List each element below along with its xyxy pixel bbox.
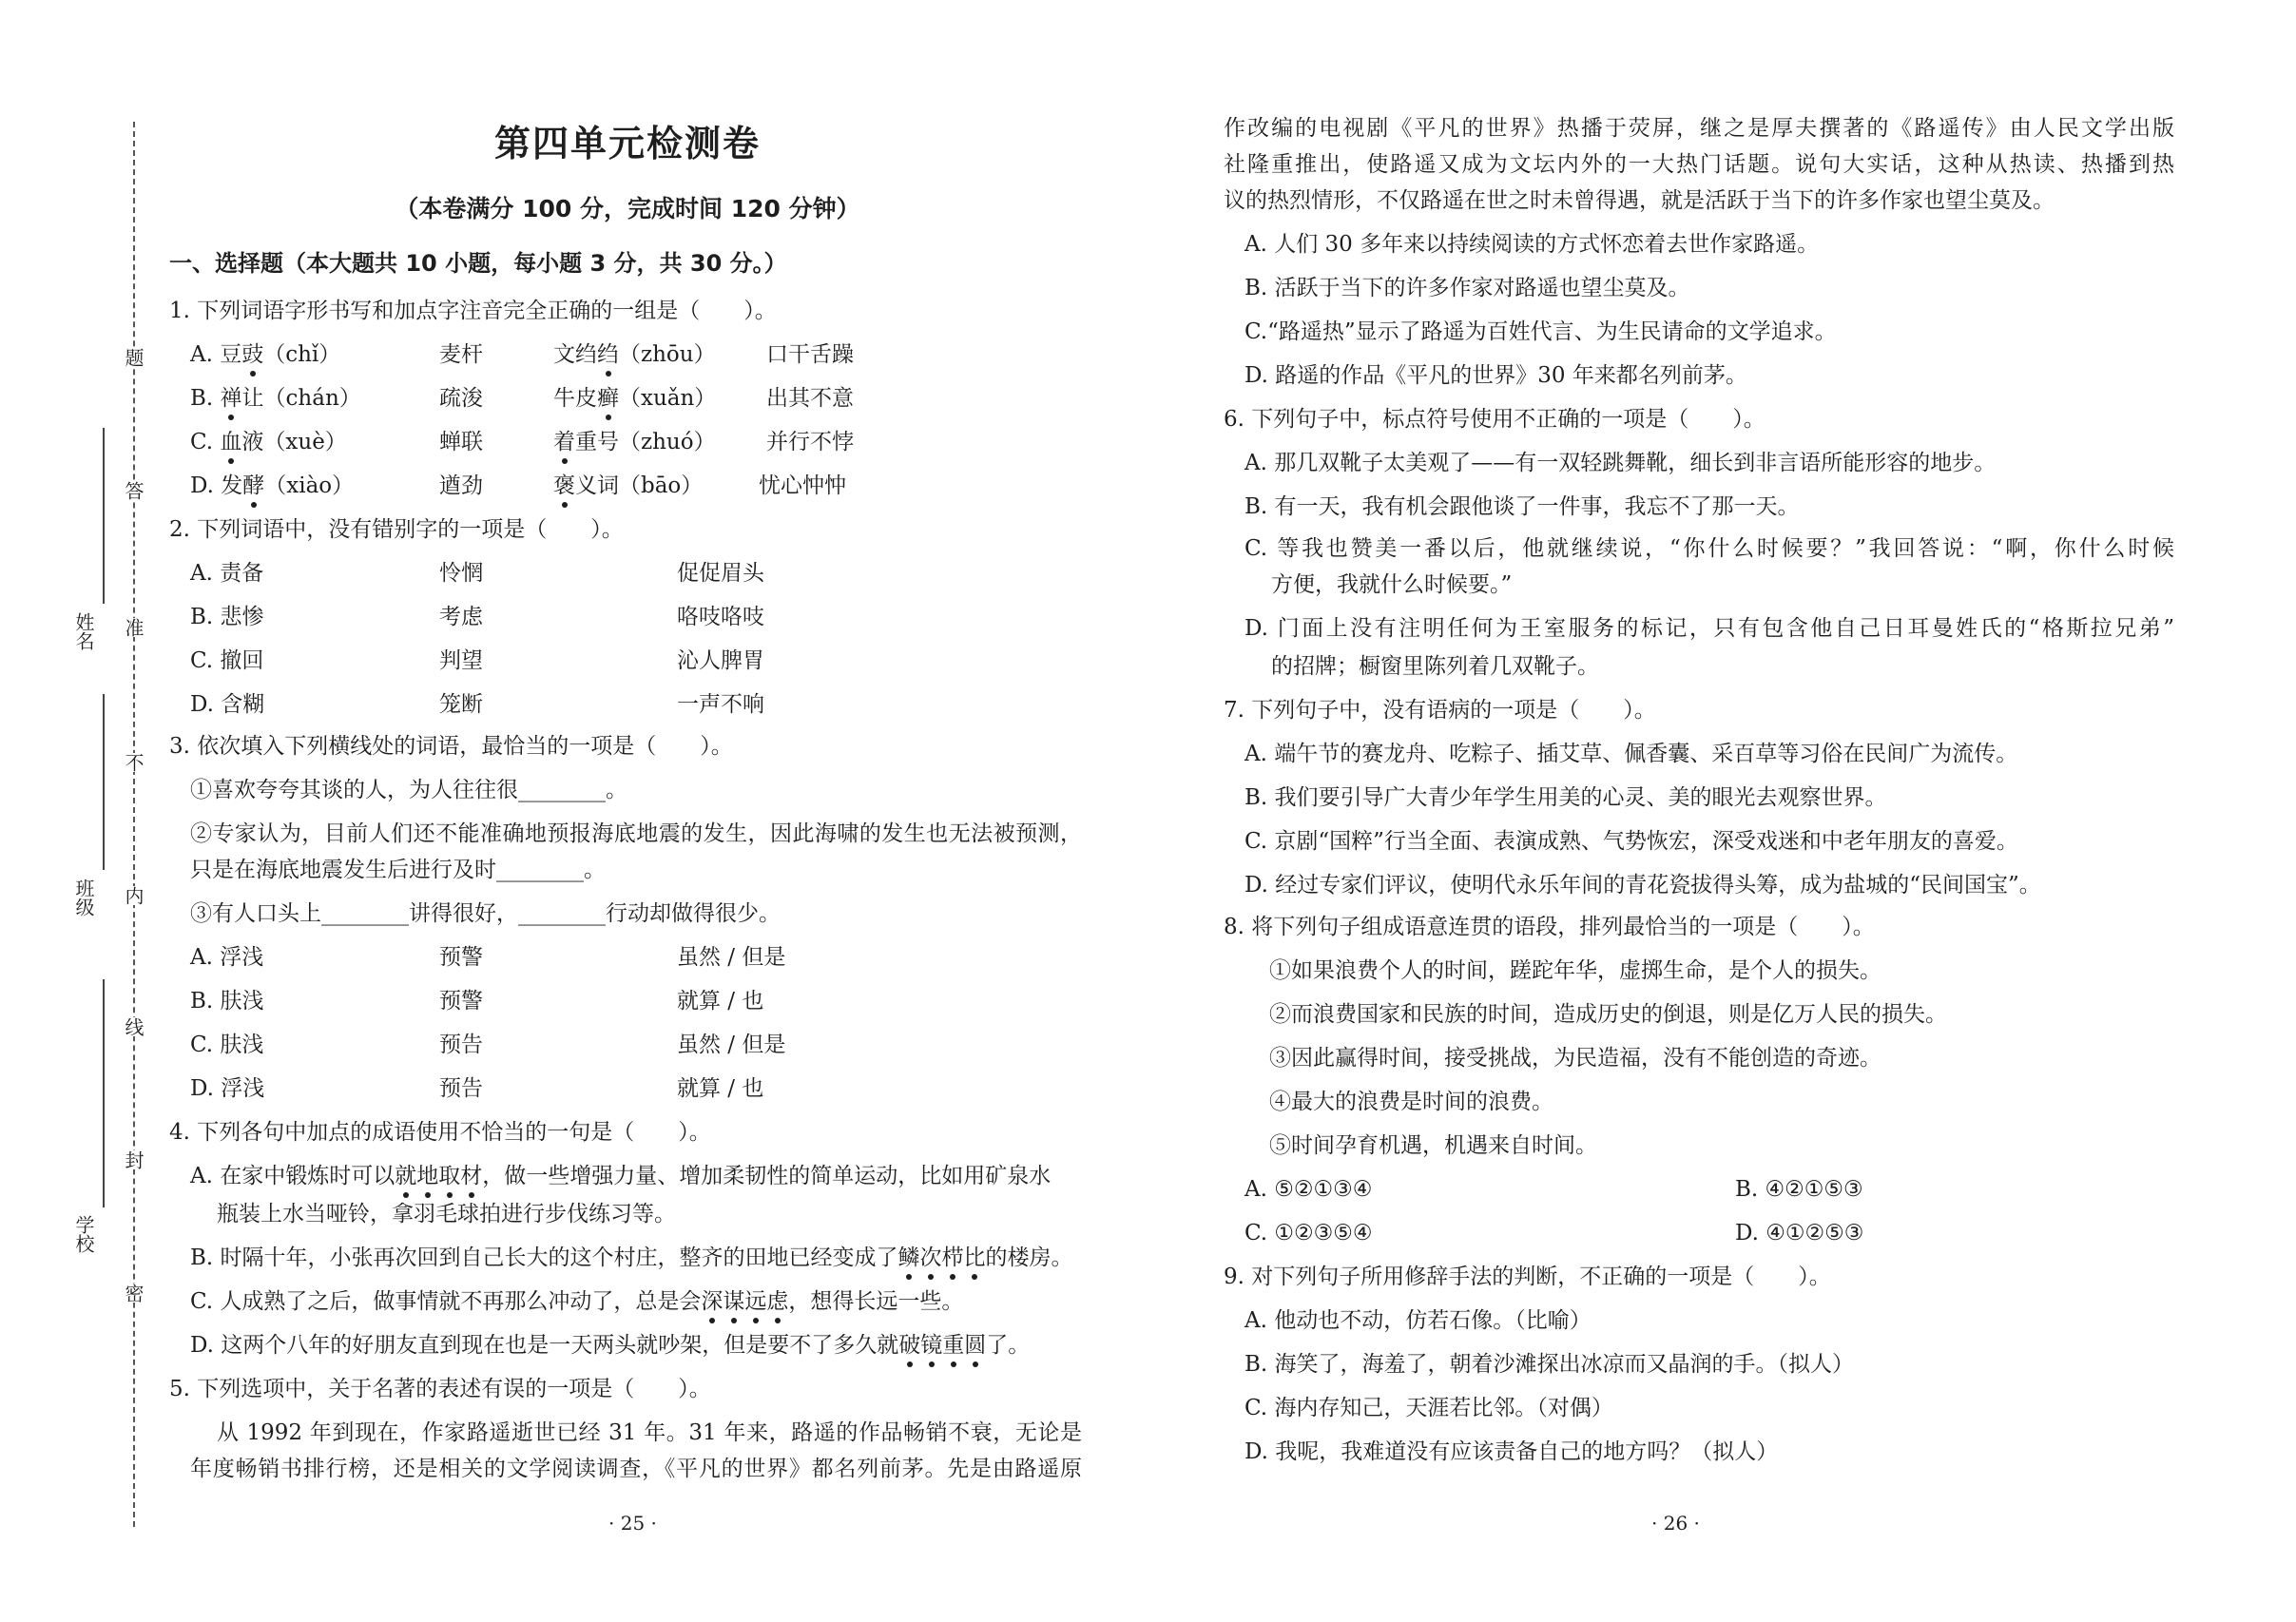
q5-option-b: B. 活跃于当下的许多作家对路遥也望尘莫及。 <box>1244 276 1690 300</box>
q1-option-d: D. 发酵（xiào） <box>190 473 355 498</box>
school-label: 学校 <box>72 1215 95 1253</box>
question-3-stem: 3. 依次填入下列横线处的词语，最恰当的一项是（ ）。 <box>169 734 733 759</box>
q8-option-a: A. ⑤②①③④ <box>1244 1177 1373 1202</box>
q2-cell: B. 悲惨 <box>190 605 264 629</box>
q2-cell: 促促眉头 <box>677 561 764 586</box>
seal-char: 题 <box>122 348 145 367</box>
q4-option-d <box>190 1331 1030 1360</box>
q3-sentence-3: ③有人口头上________讲得很好，________行动却做得很少。 <box>190 901 781 926</box>
q4-option-a <box>190 1162 1051 1190</box>
q6-option-c-cont: 方便，我就什么时候要。” <box>1271 572 1513 597</box>
page-number: · 26 · <box>1651 1512 1700 1535</box>
q4-a-idiom: 就地取材 <box>395 1164 483 1188</box>
q8-sentence: ②而浪费国家和民族的时间，造成历史的倒退，则是亿万人民的损失。 <box>1269 1002 1947 1027</box>
q4-a-text: ，做一些增强力量、增加柔韧性的简单运动，比如用矿泉水 <box>482 1164 1052 1188</box>
q4-c-text: C. 人成熟了之后，做事情就不再那么冲动了，总是会 <box>190 1289 702 1314</box>
q1-cell: 并行不悖 <box>766 430 854 454</box>
exam-title: 第四单元检测卷 <box>493 123 761 164</box>
q5-option-d: D. 路遥的作品《平凡的世界》30 年来都名列前茅。 <box>1244 363 1747 388</box>
q1-cell: 蝉联 <box>439 430 483 454</box>
q1-cell: 口干舌躁 <box>766 342 854 367</box>
question-5-stem: 5. 下列选项中，关于名著的表述有误的一项是（ ）。 <box>169 1377 711 1401</box>
q3-cell: 虽然 / 但是 <box>677 945 786 970</box>
q2-cell: 笼断 <box>439 692 483 717</box>
q9-option-b: B. 海笑了，海羞了，朝着沙滩探出冰凉而又晶润的手。（拟人） <box>1244 1352 1855 1377</box>
q4-option-a-cont: 瓶装上水当哑铃，拿羽毛球拍进行步伐练习等。 <box>217 1202 676 1226</box>
question-4-stem: 4. 下列各句中加点的成语使用不恰当的一句是（ ）。 <box>169 1120 711 1145</box>
q8-sentence: ③因此赢得时间，接受挑战，为民造福，没有不能创造的奇迹。 <box>1269 1046 1881 1071</box>
q2-cell: 咯吱咯吱 <box>677 605 764 629</box>
class-label: 班级 <box>72 879 95 917</box>
question-9-stem: 9. 对下列句子所用修辞手法的判断，不正确的一项是（ ）。 <box>1224 1265 1831 1289</box>
q2-cell: A. 责备 <box>190 561 264 586</box>
q3-cell: B. 肤浅 <box>190 989 264 1014</box>
q7-option-c: C. 京剧“国粹”行当全面、表演成熟、气势恢宏，深受戏迷和中老年朋友的喜爱。 <box>1244 829 2018 854</box>
q2-cell: D. 含糊 <box>190 692 265 717</box>
q6-option-c: C. 等我也赞美一番以后，他就继续说，“你什么时候要？”我回答说：“啊，你什么时候 <box>1244 536 2174 561</box>
question-6-stem: 6. 下列句子中，标点符号使用不正确的一项是（ ）。 <box>1224 407 1765 432</box>
q4-b-text: B. 时隔十年，小张再次回到自己长大的这个村庄，整齐的田地已经变成了 <box>190 1245 898 1270</box>
q1-cell: 出其不意 <box>766 386 854 411</box>
q8-sentence: ⑤时间孕育机遇，机遇来自时间。 <box>1269 1133 1597 1158</box>
section-heading: 一、选择题（本大题共 10 小题，每小题 3 分，共 30 分。） <box>169 250 787 277</box>
q8-option-c: C. ①②③⑤④ <box>1244 1221 1373 1245</box>
q6-option-a: A. 那几双靴子太美观了——有一双轻跳舞靴，细长到非言语所能形容的地步。 <box>1244 451 1997 475</box>
q3-cell: 预警 <box>439 989 483 1014</box>
q3-cell: A. 浮浅 <box>190 945 264 970</box>
q9-option-a: A. 他动也不动，仿若石像。（比喻） <box>1244 1308 1592 1333</box>
q5-passage-line: 从 1992 年到现在，作家路遥逝世已经 31 年。31 年来，路遥的作品畅销不衰，无论是 <box>217 1420 1082 1445</box>
q2-cell: 考虑 <box>439 605 483 629</box>
q1-option-a: A. 豆豉（chǐ） <box>190 342 341 367</box>
q1-option-b-word: 牛皮癣（xuǎn） <box>553 386 717 411</box>
name-fill-line[interactable] <box>103 428 105 604</box>
seal-char: 准 <box>122 618 145 637</box>
q8-sentence: ①如果浪费个人的时间，蹉跎年华，虚掷生命，是个人的损失。 <box>1269 958 1881 983</box>
q9-option-c: C. 海内存知己，天涯若比邻。（对偶） <box>1244 1396 1613 1420</box>
q8-option-d: D. ④①②⑤③ <box>1735 1221 1864 1245</box>
q4-option-c <box>190 1287 963 1316</box>
q2-cell: 怜惘 <box>439 561 483 586</box>
q7-option-d: D. 经过专家们评议，使明代永乐年间的青花瓷拔得头筹，成为盐城的“民间国宝”。 <box>1244 873 2041 898</box>
q3-cell: D. 浮浅 <box>190 1076 265 1101</box>
page-number: · 25 · <box>608 1512 657 1535</box>
q2-cell: C. 撤回 <box>190 648 264 673</box>
q4-b-idiom: 鳞次栉比 <box>897 1245 986 1270</box>
q4-b-text: 的楼房。 <box>985 1245 1073 1270</box>
q5-option-a: A. 人们 30 多年来以持续阅读的方式怀恋着去世作家路遥。 <box>1244 232 1820 257</box>
question-2-stem: 2. 下列词语中，没有错别字的一项是（ ）。 <box>169 517 624 542</box>
q4-a-text: A. 在家中锻炼时可以 <box>190 1164 396 1188</box>
q3-sentence-2: ②专家认为，目前人们还不能准确地预报海底地震的发生，因此海啸的发生也无法被预测， <box>190 821 1082 846</box>
q1-option-c-word: 着重号（zhuó） <box>553 430 716 454</box>
q8-sentence: ④最大的浪费是时间的浪费。 <box>1269 1090 1553 1114</box>
seal-char: 封 <box>122 1150 145 1169</box>
q5-passage-line: 议的热烈情形，不仅路遥在世之时未曾得遇，就是活跃于当下的许多作家也望尘莫及。 <box>1224 188 2055 213</box>
q6-option-b: B. 有一天，我有机会跟他谈了一件事，我忘不了那一天。 <box>1244 494 1800 519</box>
seal-char: 答 <box>122 481 145 500</box>
exam-subtitle: （本卷满分 100 分，完成时间 120 分钟） <box>395 195 860 222</box>
q7-option-a: A. 端午节的赛龙舟、吃粽子、插艾草、佩香囊、采百草等习俗在民间广为流传。 <box>1244 742 2018 766</box>
q3-cell: 就算 / 也 <box>677 989 764 1014</box>
q5-option-c: C.“路遥热”显示了路遥为百姓代言、为生民请命的文学追求。 <box>1244 319 1837 344</box>
q2-cell: 一声不响 <box>677 692 764 717</box>
right-page <box>1148 0 2296 1622</box>
q7-option-b: B. 我们要引导广大青少年学生用美的心灵、美的眼光去观察世界。 <box>1244 785 1887 810</box>
q3-sentence-1: ①喜欢夸夸其谈的人，为人往往很________。 <box>190 778 627 802</box>
school-fill-line[interactable] <box>103 979 105 1207</box>
q3-cell: 预警 <box>439 945 483 970</box>
question-1-stem: 1. 下列词语字形书写和加点字注音完全正确的一组是（ ）。 <box>169 299 777 323</box>
class-fill-line[interactable] <box>103 694 105 870</box>
q1-cell: 忧心忡忡 <box>759 473 846 498</box>
q4-option-b <box>190 1244 1073 1272</box>
q3-cell: C. 肤浅 <box>190 1033 264 1057</box>
question-7-stem: 7. 下列句子中，没有语病的一项是（ ）。 <box>1224 698 1656 723</box>
q3-cell: 虽然 / 但是 <box>677 1033 786 1057</box>
q6-option-d-cont: 的招牌；橱窗里陈列着几双靴子。 <box>1271 654 1599 679</box>
q1-cell: 麦杆 <box>439 342 483 367</box>
q1-option-d-word: 褒义词（bāo） <box>553 473 704 498</box>
q5-passage-line: 社隆重推出，使路遥又成为文坛内外的一大热门话题。说句大实话，这种从热读、热播到热 <box>1224 152 2174 177</box>
q3-sentence-2-cont: 只是在海底地震发生后进行及时________。 <box>190 858 606 882</box>
q4-c-idiom: 深谋远虑 <box>701 1289 789 1314</box>
q1-option-b: B. 禅让（chán） <box>190 386 361 411</box>
q3-cell: 预告 <box>439 1033 483 1057</box>
q1-cell: 遒劲 <box>439 473 483 498</box>
q8-option-b: B. ④②①⑤③ <box>1735 1177 1863 1202</box>
q1-option-a-word: 文绉绉（zhōu） <box>553 342 716 367</box>
seal-dashed-line <box>133 122 135 1527</box>
seal-char: 不 <box>122 753 145 772</box>
name-label: 姓名 <box>72 612 95 650</box>
q6-option-d: D. 门面上没有注明任何为王室服务的标记，只有包含他自己日耳曼姓氏的“格斯拉兄弟” <box>1244 616 2174 641</box>
q2-cell: 沁人脾胃 <box>677 648 764 673</box>
q5-passage-line: 作改编的电视剧《平凡的世界》热播于荧屏，继之是厚夫撰著的《路遥传》由人民文学出版 <box>1224 116 2174 141</box>
question-8-stem: 8. 将下列句子组成语意连贯的语段，排列最恰当的一项是（ ）。 <box>1224 915 1875 939</box>
seal-char: 线 <box>122 1017 145 1036</box>
q4-d-idiom: 破镜重圆 <box>898 1333 987 1358</box>
q3-cell: 就算 / 也 <box>677 1076 764 1101</box>
q1-option-c: C. 血液（xuè） <box>190 430 347 454</box>
q3-cell: 预告 <box>439 1076 483 1101</box>
q2-cell: 判望 <box>439 648 483 673</box>
q1-cell: 疏浚 <box>439 386 483 411</box>
q4-c-text: ，想得长远一些。 <box>788 1289 964 1314</box>
q4-d-text: D. 这两个八年的好朋友直到现在也是一天两头就吵架，但是要不了多久就 <box>190 1333 899 1358</box>
q9-option-d: D. 我呢，我难道没有应该责备自己的地方吗？（拟人） <box>1244 1439 1779 1464</box>
seal-char: 密 <box>122 1284 145 1303</box>
q5-passage-line: 年度畅销书排行榜，还是相关的文学阅读调查，《平凡的世界》都名列前茅。先是由路遥原 <box>190 1457 1082 1481</box>
q4-d-text: 了。 <box>986 1333 1031 1358</box>
seal-char: 内 <box>122 886 145 905</box>
